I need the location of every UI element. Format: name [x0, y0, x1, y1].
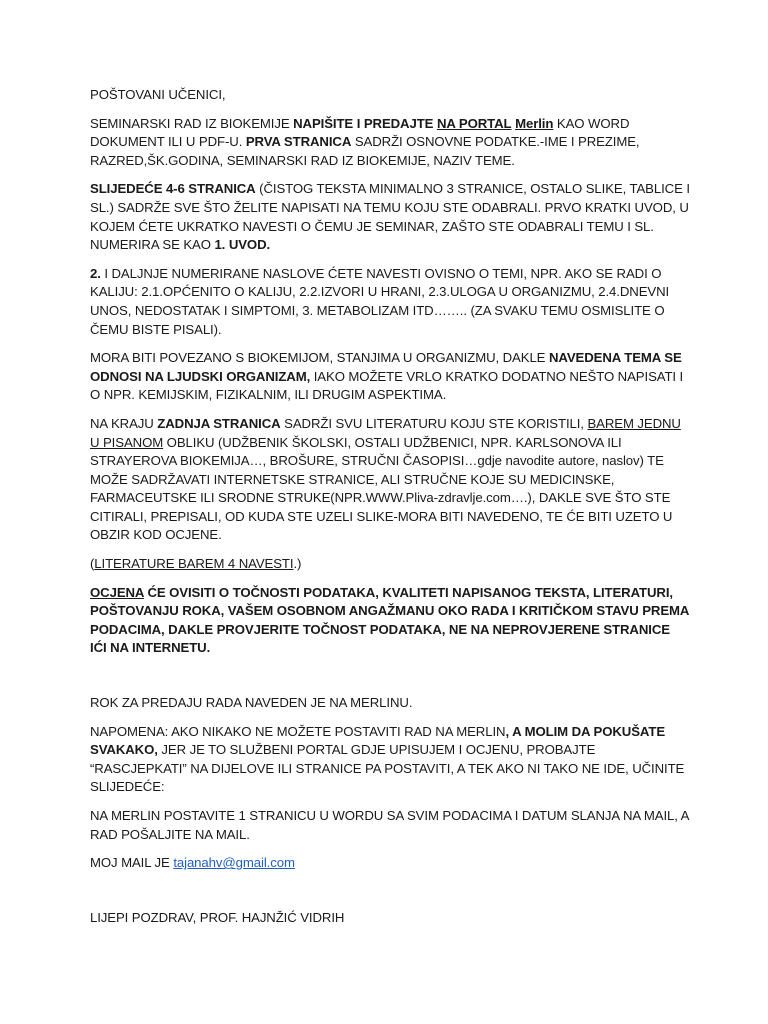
text-run-bold: PRVA STRANICA [245, 134, 352, 150]
paragraph-literature [90, 415, 690, 545]
text-run-bold: NAVEDENA TEMA SE ODNOSI NA LJUDSKI ORGANIZAM, [90, 350, 682, 384]
greeting: POŠTOVANI UČENICI, [90, 87, 226, 102]
paragraph-deadline: ROK ZA PREDAJU RADA NAVEDEN JE NA MERLINU. [90, 695, 413, 711]
paragraph-literature-count [90, 555, 690, 574]
text-run: KAO WORD DOKUMENT ILI U PDF-U. [90, 115, 630, 150]
text-run: NA KRAJU [90, 415, 158, 431]
text-run-bold-underline [515, 116, 553, 131]
text-run: .) [293, 556, 302, 572]
paragraph-topic [90, 349, 690, 405]
text-run: (ČISTOG TEKSTA MINIMALNO 3 STRANICE, OSTALO SLIKE, TABLICE I SL.) SADRŽE SVE ŠTO ŽELITE NAPISATI NA TEMU KOJU STE ODABRALI. PRVO KRATKI UVOD, U KOJEM ĆETE UKRATKO NAVESTI O ČEMU JE SEMINAR, ZAŠTO STE ODABRALI TEMU I SL. NUMERIRA SE KAO [90, 181, 690, 253]
paragraph-submission [90, 115, 690, 171]
text-run-bold: NAPIŠITE I PREDAJTE [293, 115, 434, 131]
text-run-bold-underline [437, 116, 512, 131]
underline-run: Merlin [515, 115, 554, 131]
text-run: ( [90, 556, 95, 572]
text-run: MOJ MAIL JE [90, 855, 174, 871]
text-run: SEMINARSKI RAD IZ BIOKEMIJE [90, 115, 294, 131]
paragraph-fallback: NA MERLIN POSTAVITE 1 STRANICU U WORDU SA SVIM PODACIMA I DATUM SLANJA NA MAIL, A RAD POŠALJITE NA MAIL. [90, 808, 689, 842]
text-run: SADRŽI SVU LITERATURU KOJU STE KORISTILI, [280, 415, 588, 431]
signature: LIJEPI POZDRAV, PROF. HAJNŽIĆ VIDRIH [90, 909, 345, 925]
text-run: OBLIKU (UDŽBENIK ŠKOLSKI, OSTALI UDŽBENICI, NPR. KARLSONOVA ILI STRAYEROVA BIOKEMIJA…, BROŠURE, STRUČNI ČASOPISI…gdje navodite autore, naslov) TE MOŽE SADRŽAVATI INTERNETSKE STRANICE, ALI STRUČNE KOJE SU MEDICINSKE, FARMACEUTSKE ILI SRODNE STRUKE(NPR.WWW.Pliva-zdravlje.com….), DAKLE SVE ŠTO STE CITIRALI, PREPISALI, OD KUDA STE UZELI SLIKE-MORA BITI NAVEDENO, TE ĆE BITI UZETO U OBZIR KOD OCJENE. [90, 434, 673, 543]
text-run: MORA BITI POVEZANO S BIOKEMIJOM, STANJIMA U ORGANIZMU, DAKLE [90, 350, 549, 366]
text-run: NAPOMENA: AKO NIKAKO NE MOŽETE POSTAVITI RAD NA MERLIN [90, 723, 506, 739]
text-run: IAKO MOŽETE VRLO KRATKO DODATNO NEŠTO NAPISATI I O NPR. KEMIJSKIM, FIZIKALNIM, ILI DRUGIM ASPEKTIMA. [90, 368, 684, 403]
text-run-bold: ĆE OVISITI O TOČNOSTI PODATAKA, KVALITETI NAPISANOG TEKSTA, LITERATURI, POŠTOVANJU ROKA, VAŠEM OSOBNOM ANGAŽMANU OKO RADA I KRITIČKOM STAVU PREMA PODACIMA, DAKLE PROVJERITE TOČNOST PODATAKA, NE NA NEPROVJERENE STRANICE IĆI NA INTERNETU. [90, 584, 689, 656]
text-run: I DALJNJE NUMERIRANE NASLOVE ĆETE NAVESTI OVISNO O TEMI, NPR. AKO SE RADI O KALIJU: 2.1.OPĆENITO O KALIJU, 2.2.IZVORI U HRANI, 2.3.ULOGA U ORGANIZMU, 2.4.DNEVNI UNOS, NEDOSTATAK I SIMPTOMI, 3. METABOLIZAM ITD…….. (ZA SVAKU TEMU OSMISLITE O ČEMU BISTE PISALI). [90, 265, 670, 337]
text-run-bold: ZADNJA STRANICA [157, 415, 281, 431]
text-run-underline: LITERATURE BAREM 4 NAVESTI [94, 556, 294, 572]
underline-run: OCJENA [90, 584, 144, 600]
text-run: SADRŽI OSNOVNE PODATKE.-IME I PREZIME, RAZRED,ŠK.GODINA, SEMINARSKI RAD IZ BIOKEMIJE, NAZIV TEME. [90, 134, 640, 168]
text-run-bold: 2. [90, 265, 101, 281]
text-run: JER JE TO SLUŽBENI PORTAL GDJE UPISUJEM I OCJENU, PROBAJTE “RASCJEPKATI” NA DIJELOVE ILI STRANICE PA POSTAVITI, A TEK AKO NI TAKO NE IDE, UČINITE SLIJEDEĆE: [90, 742, 685, 795]
text-run-bold: 1. UVOD. [214, 237, 271, 253]
paragraph-email [90, 854, 690, 873]
paragraph-grading [90, 584, 690, 658]
email-link[interactable]: tajanahv@gmail.com [173, 855, 295, 871]
text-run-bold: SLIJEDEĆE 4-6 STRANICA [90, 181, 256, 197]
paragraph-note [90, 723, 690, 797]
text-run-bold-underline [90, 585, 144, 600]
text-run-underline: BAREM JEDNU U PISANOM [90, 415, 681, 450]
paragraph-numbering [90, 265, 690, 339]
underline-run: NA PORTAL [436, 115, 512, 131]
paragraph-pages [90, 180, 690, 254]
text-run-bold: , A MOLIM DA POKUŠATE SVAKAKO, [90, 723, 666, 758]
document-body [90, 86, 690, 927]
